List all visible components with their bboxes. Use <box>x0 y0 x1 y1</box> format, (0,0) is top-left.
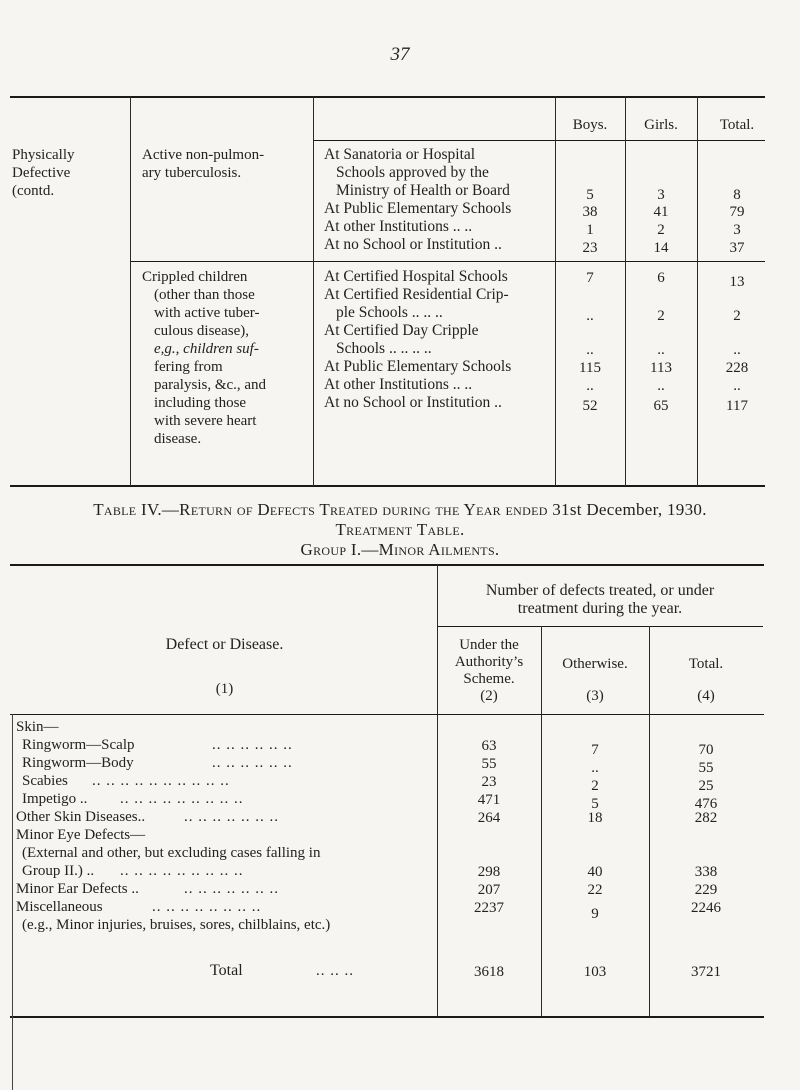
place-line: At Certified Day Cripple <box>324 322 479 339</box>
caption-date: 31st December, 1930. <box>552 500 707 519</box>
caption-title: Table IV.—Return of Defects Treated during the Year ended <box>93 500 553 519</box>
cell-c4: 338 <box>694 864 718 880</box>
condition-line: with active tuber- <box>154 305 260 321</box>
cell-total: 79 <box>729 204 745 220</box>
col2-header-line: Authority’s <box>454 654 524 670</box>
condition-line: culous disease), <box>154 323 249 339</box>
table-caption-line: Group I.—Minor Ailments. <box>300 540 500 559</box>
cell-girls: 14 <box>653 240 669 256</box>
header-boys: Boys. <box>572 117 608 133</box>
cell-c2: 63 <box>481 738 497 754</box>
dot-leader: .. .. .. .. .. .. .. <box>184 881 279 897</box>
place-line: At no School or Institution .. <box>324 236 502 253</box>
cell-girls: 2 <box>657 222 665 238</box>
cell-c3: 22 <box>587 882 603 898</box>
col-divider <box>697 96 698 486</box>
section-label-line: (contd. <box>12 183 55 199</box>
col-divider <box>130 96 131 486</box>
row-label: Miscellaneous <box>16 899 103 915</box>
cell-total: 37 <box>729 240 745 256</box>
dot-leader: .. .. .. .. .. .. <box>212 755 293 771</box>
dot-leader: .. .. .. .. .. .. <box>212 737 293 753</box>
cell-girls: 2 <box>657 308 665 324</box>
condition-line: (other than those <box>154 287 255 303</box>
col3-number: (3) <box>586 688 604 704</box>
cell-boys: .. <box>586 308 594 324</box>
cell-girls: 3 <box>657 187 665 203</box>
col-divider <box>555 96 556 486</box>
row-label: Ringworm—Scalp <box>22 737 135 753</box>
cell-boys: 115 <box>579 360 601 376</box>
place-line: At other Institutions .. .. <box>324 376 473 393</box>
place-line: At Certified Hospital Schools <box>324 268 508 285</box>
condition-line: paralysis, &c., and <box>154 377 267 393</box>
condition-line: Active non-pulmon- <box>142 147 265 163</box>
cell-boys: 7 <box>586 270 594 286</box>
header-span-rule <box>437 626 763 627</box>
cell-girls: 41 <box>653 204 669 220</box>
place-line: At no School or Institution .. <box>324 394 502 411</box>
header-span-line: treatment during the year. <box>517 600 683 617</box>
place-line: Schools approved by the <box>336 164 489 181</box>
col4-number: (4) <box>697 688 715 704</box>
cell-c4: 25 <box>698 778 714 794</box>
cell-c2: 207 <box>477 882 501 898</box>
dot-leader: .. .. .. <box>316 963 354 979</box>
place-line: ple Schools .. .. .. <box>336 304 443 321</box>
cell-girls: .. <box>657 342 665 358</box>
cell-boys: 52 <box>582 398 598 414</box>
cell-total: 117 <box>726 398 748 414</box>
cell-boys: 1 <box>586 222 594 238</box>
top-rule <box>10 564 764 566</box>
cell-c3: 7 <box>591 742 599 758</box>
place-line: Ministry of Health or Board <box>336 182 510 199</box>
table-caption-line: Treatment Table. <box>335 520 465 539</box>
cell-c3: 18 <box>587 810 603 826</box>
cell-boys: 23 <box>582 240 598 256</box>
place-line: At Sanatoria or Hospital <box>324 146 476 163</box>
place-line: At other Institutions .. .. <box>324 218 473 235</box>
dot-leader: .. .. .. .. .. .. .. .. .. .. <box>92 773 230 789</box>
col1-number: (1) <box>215 681 234 697</box>
row-label: (External and other, but excluding cases falling in <box>22 845 321 861</box>
cell-c2: 2237 <box>474 900 504 916</box>
cell-total: 228 <box>725 360 749 376</box>
col3-header: Otherwise. <box>562 656 628 672</box>
cell-girls: 65 <box>653 398 669 414</box>
cell-c4: 70 <box>698 742 714 758</box>
condition-line: disease. <box>154 431 202 447</box>
row-label: (e.g., Minor injuries, bruises, sores, chilblains, etc.) <box>22 917 331 933</box>
row-label: Skin— <box>16 719 59 735</box>
header-span-line: Number of defects treated, or under <box>485 582 715 599</box>
table-caption-line <box>0 500 800 520</box>
cell-c2: 471 <box>477 792 501 808</box>
cell-c2: 55 <box>481 756 497 772</box>
row-label: Minor Ear Defects .. <box>16 881 139 897</box>
cell-c4: 229 <box>694 882 718 898</box>
cell-c2: 23 <box>481 774 497 790</box>
condition-line: with severe heart <box>154 413 257 429</box>
dot-leader: .. .. .. .. .. .. .. <box>184 809 279 825</box>
cell-c4: 476 <box>694 796 718 812</box>
row-label: Ringworm—Body <box>22 755 134 771</box>
condition-line: including those <box>154 395 247 411</box>
condition-line: ary tuberculosis. <box>142 165 242 181</box>
cell-total: 8 <box>733 187 741 203</box>
total-c4: 3721 <box>691 964 721 980</box>
cell-c3: 5 <box>591 796 599 812</box>
cell-c2: 298 <box>477 864 501 880</box>
cell-total: .. <box>733 342 741 358</box>
condition-line: e,g., children suf- <box>154 341 259 357</box>
col-divider <box>625 96 626 486</box>
total-c3: 103 <box>583 964 607 980</box>
bottom-rule <box>10 1016 764 1018</box>
row-label: Scabies <box>22 773 68 789</box>
dot-leader: .. .. .. .. .. .. .. .. <box>152 899 262 915</box>
condition-line: fering from <box>154 359 223 375</box>
cell-boys: .. <box>586 378 594 394</box>
cell-total: 13 <box>729 274 745 290</box>
place-line: At Certified Residential Crip- <box>324 286 509 303</box>
cell-total: .. <box>733 378 741 394</box>
cell-boys: 5 <box>586 187 594 203</box>
cell-girls: 113 <box>650 360 672 376</box>
header-girls: Girls. <box>644 117 678 133</box>
cell-c3: 40 <box>587 864 603 880</box>
place-line: Schools .. .. .. .. <box>336 340 432 357</box>
row-label: Group II.) .. <box>22 863 95 879</box>
cell-c3: 2 <box>591 778 599 794</box>
cell-c4: 55 <box>698 760 714 776</box>
header-bottom-rule <box>10 714 764 715</box>
total-c2: 3618 <box>474 964 504 980</box>
col-divider <box>313 96 314 486</box>
cell-c4: 2246 <box>691 900 721 916</box>
cell-girls: .. <box>657 378 665 394</box>
col2-number: (2) <box>480 688 498 704</box>
section-label-line: Defective <box>12 165 71 181</box>
total-label: Total <box>210 962 243 979</box>
margin-line <box>12 714 13 1090</box>
cell-total: 3 <box>733 222 741 238</box>
dot-leader: .. .. .. .. .. .. .. .. .. <box>120 863 244 879</box>
cell-c2: 264 <box>477 810 501 826</box>
condition-line: Crippled children <box>142 269 248 285</box>
col2-header-line: Scheme. <box>463 671 515 687</box>
cell-c3: .. <box>591 760 599 776</box>
row-label: Impetigo .. <box>22 791 88 807</box>
row-label: Other Skin Diseases.. <box>16 809 146 825</box>
cell-boys: 38 <box>582 204 598 220</box>
cell-boys: .. <box>586 342 594 358</box>
bottom-rule <box>10 485 765 487</box>
header-total: Total. <box>719 117 755 133</box>
top-rule <box>10 96 765 98</box>
group-divider <box>130 261 765 262</box>
col1-header: Defect or Disease. <box>165 636 284 653</box>
place-line: At Public Elementary Schools <box>324 200 512 217</box>
col2-header-line: Under the <box>459 637 519 653</box>
cell-total: 2 <box>733 308 741 324</box>
section-label-line: Physically <box>12 147 75 163</box>
place-line: At Public Elementary Schools <box>324 358 512 375</box>
row-label: Minor Eye Defects— <box>16 827 146 843</box>
cell-c4: 282 <box>694 810 718 826</box>
cell-c3: 9 <box>591 906 599 922</box>
cell-girls: 6 <box>657 270 665 286</box>
dot-leader: .. .. .. .. .. .. .. .. .. <box>120 791 244 807</box>
col4-header: Total. <box>688 656 724 672</box>
page-number: 37 <box>390 44 410 65</box>
